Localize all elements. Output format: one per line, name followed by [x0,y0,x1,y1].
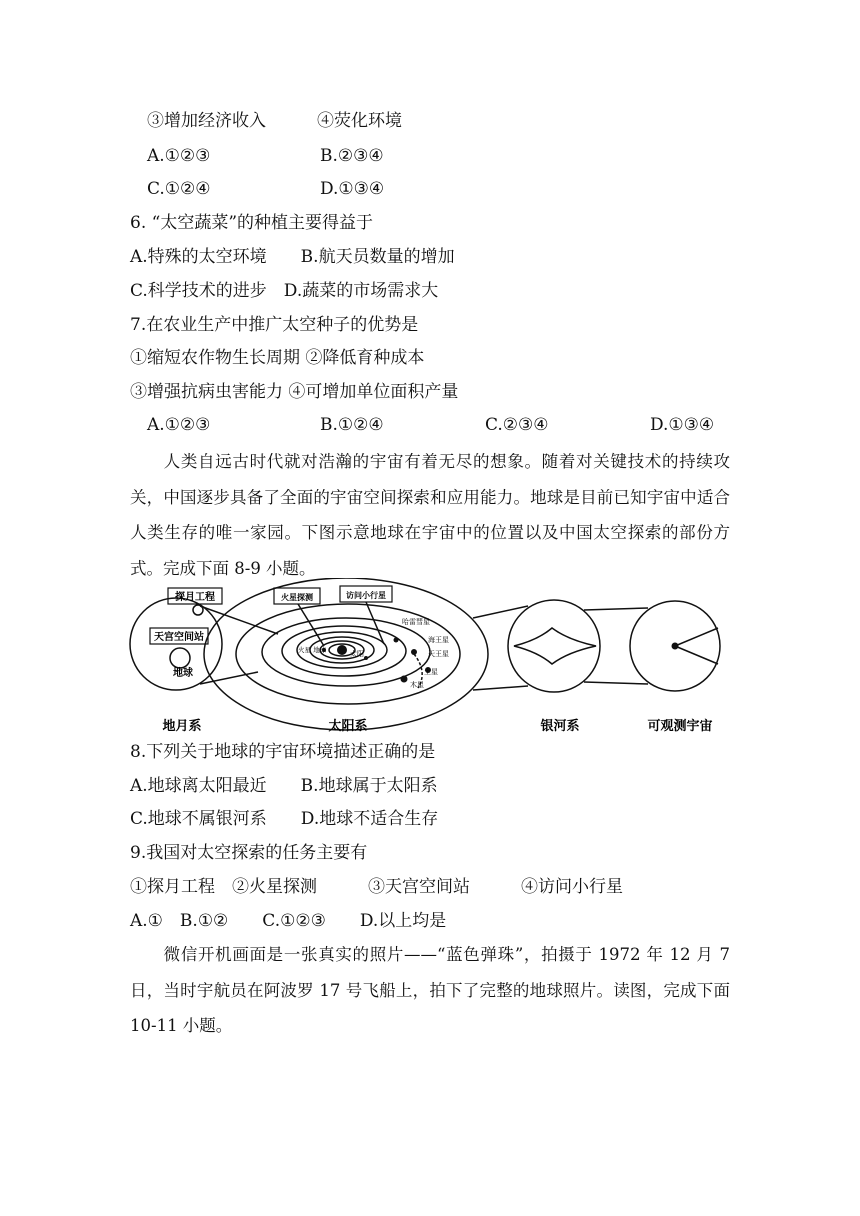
caption-earth-moon: 地月系 [162,719,202,734]
q5-option-b: B.②③④ [320,146,384,166]
q5-option-d: D.①③④ [320,179,385,199]
q5-option-a: A.①②③ [147,146,211,166]
passage-10-11-text: 微信开机画面是一张真实的照片——“蓝色弹珠”，拍摄于 1972 年 12 月 7 日，当时宇航员在阿波罗 17 号飞船上，拍下了完整的地球照片。读图，完成下面 10-11 小题。 [130,945,730,1035]
universe-figure [128,578,732,738]
caption-universe: 可观测宇宙 [647,719,713,734]
q5-items-line: ③增加经济收入 ④荧化环境 [147,111,402,131]
saturn-label: 土星 [424,668,438,676]
q7-stem: 7.在农业生产中推广太空种子的优势是 [130,315,419,335]
q6-options-cd: C.科学技术的进步 D.蔬菜的市场需求大 [130,281,439,301]
q6-options-ab: A.特殊的太空环境 B.航天员数量的增加 [130,247,455,267]
sun-label: 太阳 [350,650,364,658]
q7-option-a: A.①②③ [147,415,211,435]
galaxy-circle [508,600,600,692]
q6-stem: 6. “太空蔬菜”的种植主要得益于 [130,213,374,233]
q7-items-2: ③增强抗病虫害能力 ④可增加单位面积产量 [130,382,459,402]
box-asteroid: 访问小行星 [346,591,386,600]
box-station: 天宫空间站 [154,632,204,643]
passage-10-11 [130,937,730,1044]
q7-option-c: C.②③④ [485,415,549,435]
q7-items-1: ①缩短农作物生长周期 ②降低育种成本 [130,348,425,368]
q8-stem: 8.下列关于地球的宇宙环境描述正确的是 [130,742,436,762]
q8-options-cd: C.地球不属银河系 D.地球不适合生存 [130,809,439,829]
caption-galaxy: 银河系 [540,719,580,734]
jupiter-label: 木星 [410,681,424,689]
earth-label: 地球 [173,668,193,679]
q8-options-ab: A.地球离太阳最近 B.地球属于太阳系 [130,776,438,796]
q7-option-b: B.①②④ [320,415,384,435]
q9-stem: 9.我国对太空探索的任务主要有 [130,843,368,863]
box-lunar: 探月工程 [175,592,215,603]
comet-label: 哈雷彗星 [402,618,430,626]
q9-options: A.① B.①② C.①②③ D.以上均是 [130,911,447,931]
q5-option-c: C.①②④ [147,179,211,199]
mars-earth-label: 火星 地球 [298,646,327,654]
passage-8-9 [130,444,730,586]
neptune-label: 海王星 [428,636,449,644]
q9-items: ①探月工程 ②火星探测 ③天宫空间站 ④访问小行星 [130,877,623,897]
caption-solar: 太阳系 [328,719,368,734]
passage-8-9-text: 人类自远古时代就对浩瀚的宇宙有着无尽的想象。随着对关键技术的持续攻关，中国逐步具备了全面的宇宙空间探索和应用能力。地球是目前已知宇宙中适合人类生存的唯一家园。下图示意地球在宇宙中的位置以及中国太空探索的部份方式。完成下面 8-9 小题。 [130,452,730,578]
box-mars: 火星探测 [281,593,313,602]
q7-option-d: D.①③④ [650,415,715,435]
uranus-label: 天王星 [428,650,449,658]
